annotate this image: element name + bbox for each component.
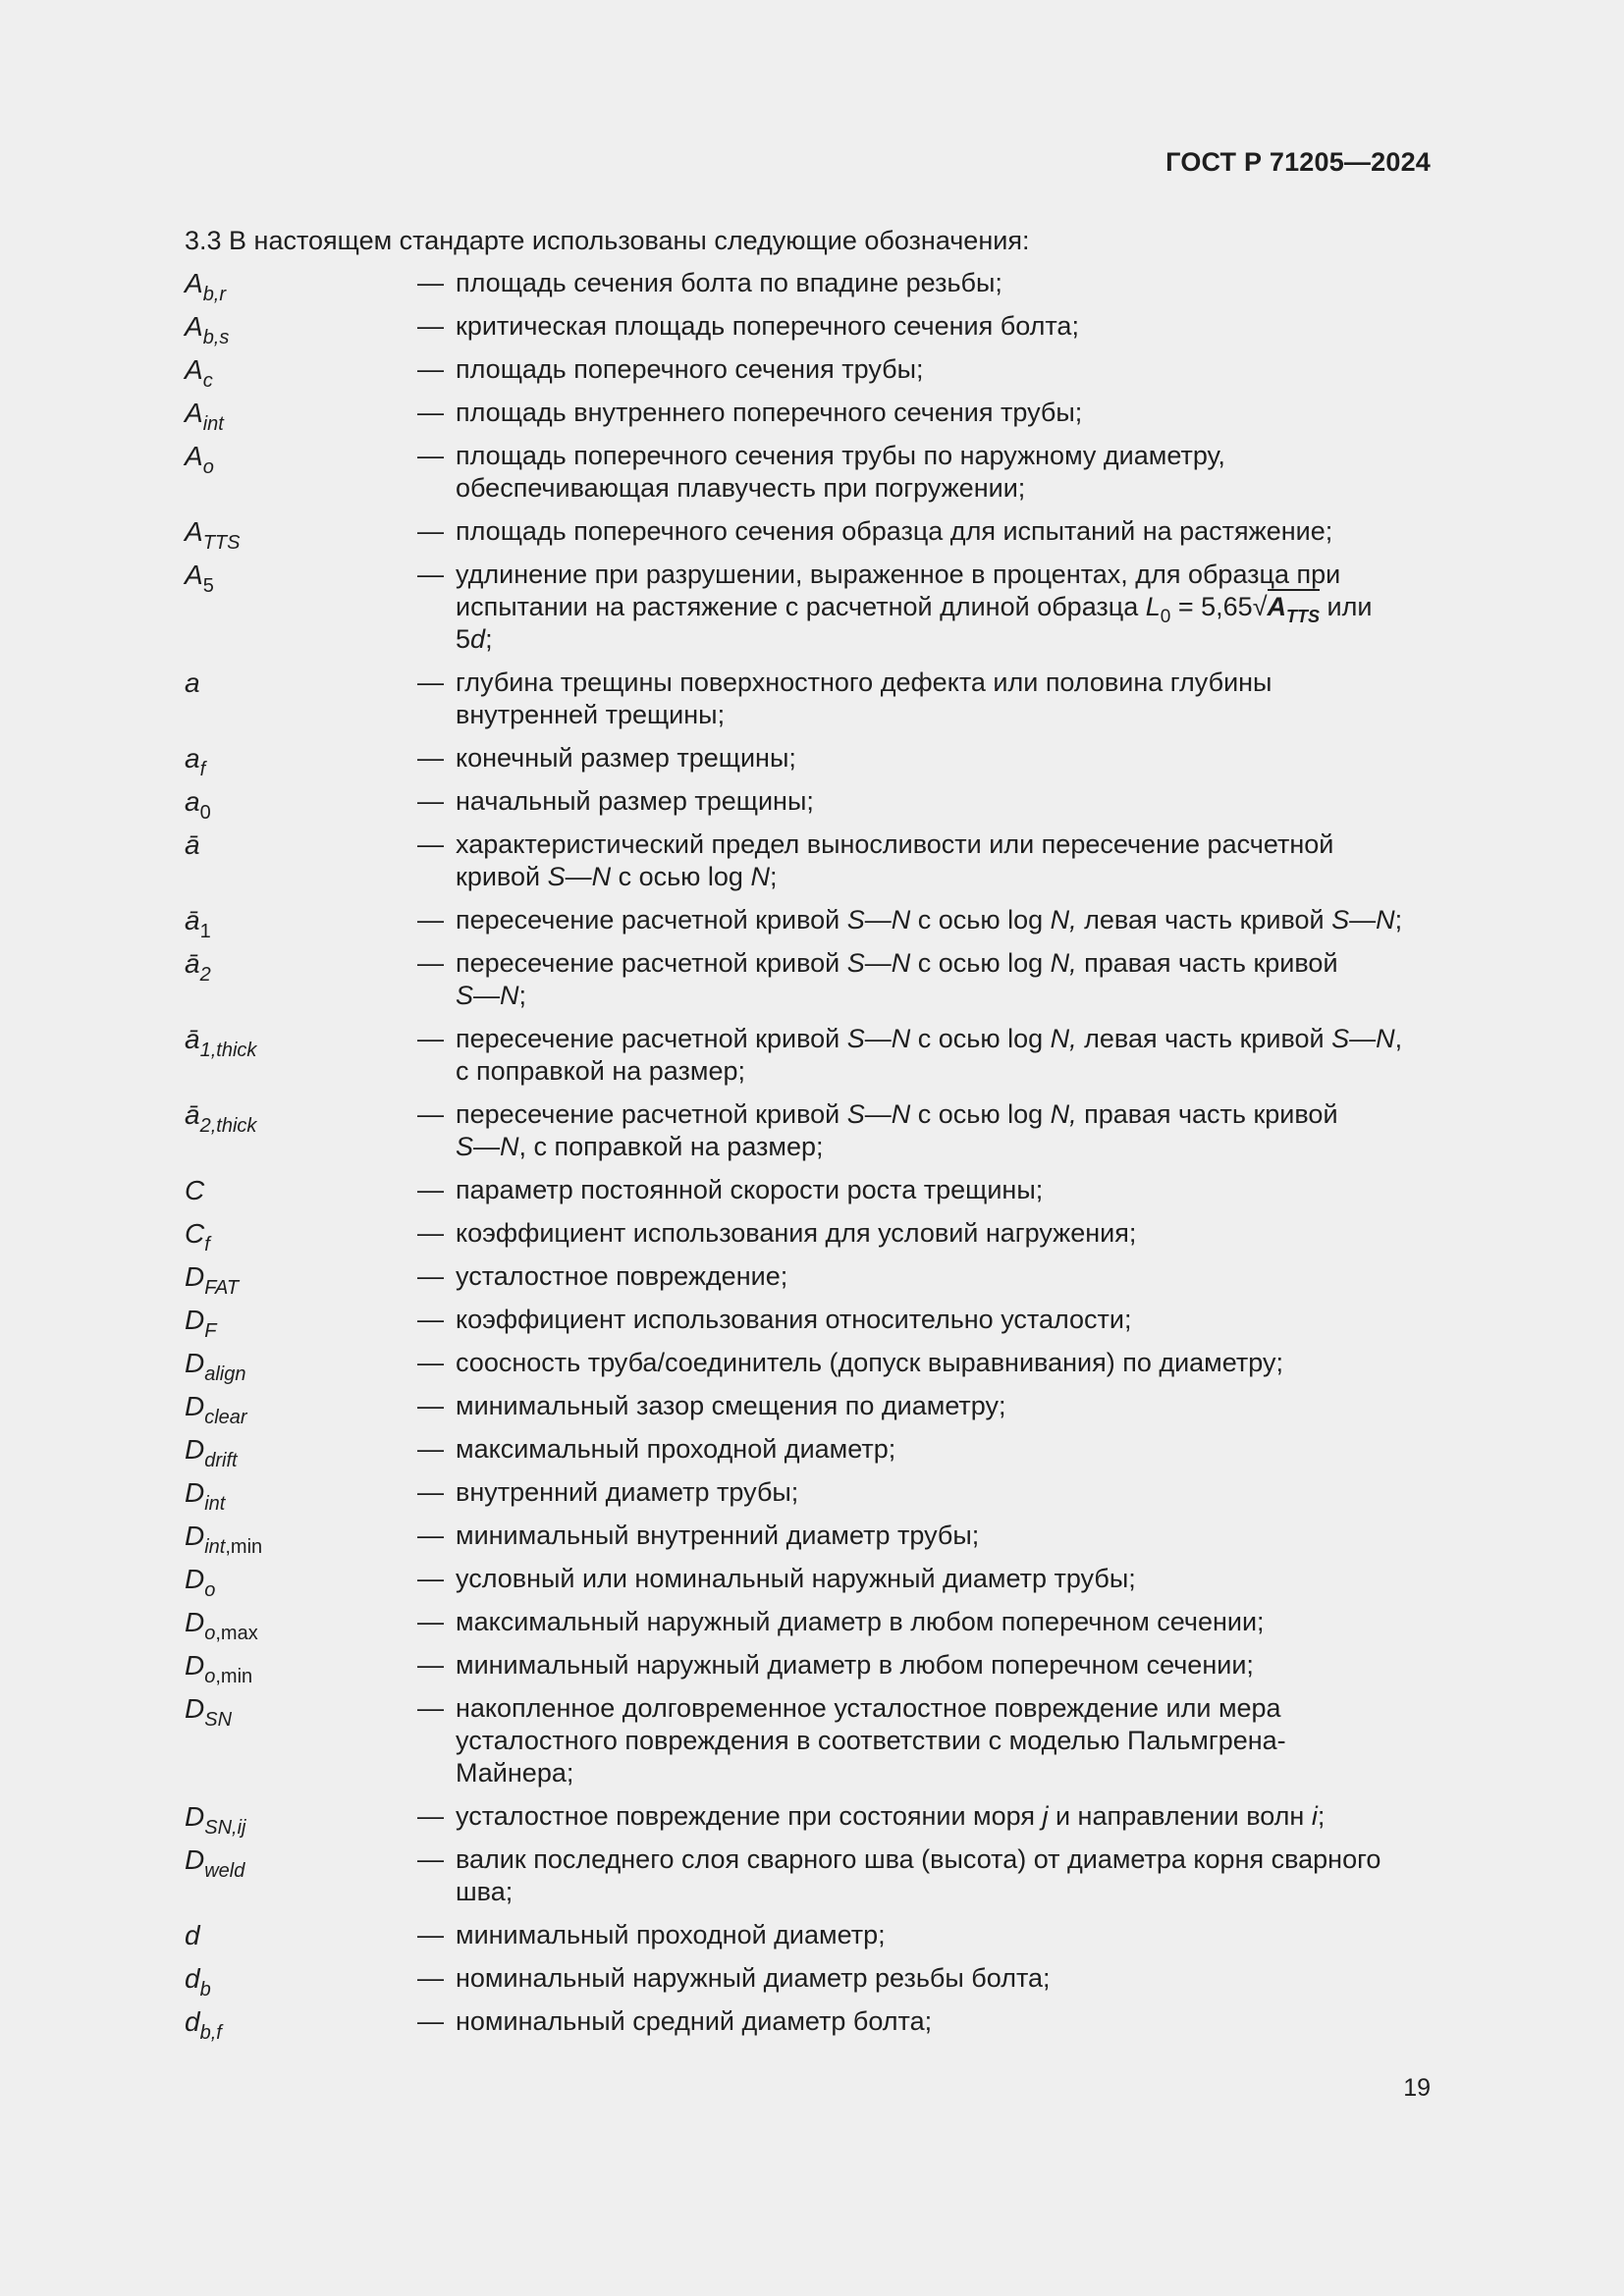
- definition-dash: —: [417, 1920, 444, 1949]
- symbol-subscript: 1: [199, 921, 211, 942]
- definition-dash: —: [417, 2006, 444, 2036]
- definition-dash: —: [417, 829, 444, 859]
- symbol-entry: [185, 1023, 1432, 1088]
- symbol-subscript: 5: [202, 575, 214, 597]
- symbol-subscript: b,r: [202, 284, 227, 305]
- symbol-entry: [185, 1800, 1432, 1839]
- definition-text: пересечение расчетной кривой S—N с осью log N, левая часть кривой S—N, с поправкой на размер;: [456, 1024, 1403, 1086]
- definition-text: площадь поперечного сечения образца для испытаний на растяжение;: [456, 516, 1333, 546]
- definition-dash: —: [417, 905, 444, 934]
- definition-text: условный или номинальный наружный диаметр трубы;: [456, 1564, 1136, 1593]
- definition-dash: —: [417, 1434, 444, 1464]
- symbol-base: D: [185, 1844, 205, 1875]
- symbol-subscript: 2: [199, 964, 211, 986]
- definition-text: минимальный наружный диаметр в любом поперечном сечении;: [456, 1650, 1254, 1680]
- symbol: [185, 1606, 417, 1644]
- definition-dash: —: [417, 667, 444, 697]
- symbol-entry: [185, 267, 1432, 305]
- definition-dash: —: [417, 1844, 444, 1874]
- symbol-base: a: [185, 667, 200, 698]
- symbol: [185, 1304, 417, 1342]
- definition-dash: —: [417, 1348, 444, 1377]
- symbol: [185, 2005, 417, 2044]
- symbol-entry: [185, 515, 1432, 554]
- symbol-subscript: FAT: [204, 1277, 240, 1299]
- definition-text: номинальный средний диаметр болта;: [456, 2006, 933, 2036]
- symbol-base: d: [185, 1920, 200, 1950]
- symbol-entry: [185, 1520, 1432, 1558]
- symbol-subscript: F: [204, 1320, 217, 1342]
- definition-dash: —: [417, 1175, 444, 1204]
- symbol: [185, 904, 417, 942]
- symbol-entry: [185, 785, 1432, 824]
- symbol: [185, 742, 417, 780]
- symbol: [185, 1433, 417, 1471]
- symbol-base: A: [185, 311, 203, 342]
- symbol-base: d: [185, 2006, 200, 2037]
- definition-dash: —: [417, 1607, 444, 1636]
- symbol-base: A: [185, 398, 203, 428]
- definition-dash: —: [417, 398, 444, 427]
- definition-text: пересечение расчетной кривой S—N с осью log N, левая часть кривой S—N;: [456, 905, 1403, 934]
- symbol-entry: [185, 397, 1432, 435]
- symbol-subscript: weld: [204, 1860, 245, 1882]
- symbol: [185, 667, 417, 731]
- symbol-base: D: [185, 1477, 205, 1508]
- definition-text: максимальный проходной диаметр;: [456, 1434, 896, 1464]
- symbol-subscript: b: [199, 1979, 211, 2001]
- definition-text: пересечение расчетной кривой S—N с осью log N, правая часть кривой S—N, с поправкой на размер;: [456, 1099, 1338, 1161]
- symbol-entry: [185, 1347, 1432, 1385]
- symbol-base: D: [185, 1650, 205, 1681]
- symbol-base: A: [185, 441, 203, 471]
- definition-text: площадь поперечного сечения трубы;: [456, 354, 924, 384]
- symbol-base: a: [185, 786, 200, 817]
- symbol-subscript: f: [204, 1234, 210, 1255]
- symbol: [185, 1800, 417, 1839]
- definition-text: минимальный проходной диаметр;: [456, 1920, 886, 1949]
- symbol-subscript: c: [202, 370, 213, 392]
- definition-text: удлинение при разрушении, выраженное в процентах, для образца при испытании на растяжение с расчетной длиной образца $L_0 = 5,65√A_{TTS}$ или 5d;: [456, 560, 1373, 654]
- symbol-entry: [185, 828, 1432, 893]
- definition-dash: —: [417, 441, 444, 470]
- symbol-entry: [185, 310, 1432, 348]
- definition-dash: —: [417, 1391, 444, 1420]
- symbol-subscript: 1,thick: [199, 1040, 257, 1061]
- definition-dash: —: [417, 1693, 444, 1723]
- symbol-subscript: 0: [199, 802, 211, 824]
- definition-dash: —: [417, 560, 444, 589]
- symbol: [185, 1217, 417, 1255]
- definition-text: площадь сечения болта по впадине резьбы;: [456, 268, 1002, 297]
- symbol-entry: [185, 1606, 1432, 1644]
- document-header: ГОСТ Р 71205—2024: [1165, 147, 1431, 177]
- symbol-base: A: [185, 268, 203, 298]
- symbol-subscript: SN,ij: [204, 1817, 246, 1839]
- definition-text: номинальный наружный диаметр резьбы болта;: [456, 1963, 1051, 1993]
- symbol: [185, 1843, 417, 1908]
- symbol: [185, 1347, 417, 1385]
- symbol-subscript: int,min: [204, 1536, 263, 1558]
- symbol-subscript: b,s: [202, 327, 230, 348]
- symbol-base: D: [185, 1607, 205, 1637]
- symbol-entry: [185, 1304, 1432, 1342]
- symbol-entry: [185, 559, 1432, 656]
- definition-dash: —: [417, 311, 444, 341]
- definition-text: валик последнего слоя сварного шва (высота) от диаметра корня сварного шва;: [456, 1844, 1381, 1906]
- symbol: [185, 1563, 417, 1601]
- definition-dash: —: [417, 1099, 444, 1129]
- definition-dash: —: [417, 1650, 444, 1680]
- definition-dash: —: [417, 786, 444, 816]
- definition-dash: —: [417, 1521, 444, 1550]
- symbol-entry: [185, 1692, 1432, 1789]
- symbol: [185, 353, 417, 392]
- symbol-entry: [185, 904, 1432, 942]
- symbol-base: ā: [185, 1099, 200, 1130]
- symbol: [185, 1174, 417, 1206]
- page-number: 19: [1403, 2074, 1431, 2102]
- symbol: [185, 1962, 417, 2001]
- definition-dash: —: [417, 743, 444, 773]
- symbol-subscript: drift: [204, 1450, 238, 1471]
- symbol: [185, 1023, 417, 1088]
- symbol-base: a: [185, 743, 200, 774]
- section-intro: 3.3 В настоящем стандарте использованы следующие обозначения:: [185, 226, 1030, 255]
- definition-dash: —: [417, 1564, 444, 1593]
- symbol-base: D: [185, 1801, 205, 1832]
- symbol-entry: [185, 742, 1432, 780]
- symbol-entry: [185, 1098, 1432, 1163]
- symbol-base: D: [185, 1305, 205, 1335]
- symbol-subscript: f: [199, 759, 206, 780]
- symbol-base: C: [185, 1218, 205, 1249]
- definition-text: коэффициент использования для условий нагружения;: [456, 1218, 1137, 1248]
- symbol-subscript: int: [204, 1493, 226, 1515]
- definition-text: площадь внутреннего поперечного сечения трубы;: [456, 398, 1083, 427]
- symbol: [185, 559, 417, 656]
- definition-dash: —: [417, 1024, 444, 1053]
- symbol: [185, 267, 417, 305]
- symbol-subscript: SN: [204, 1709, 233, 1731]
- symbol-subscript: align: [204, 1363, 246, 1385]
- symbol-base: ā: [185, 905, 200, 935]
- definition-dash: —: [417, 1261, 444, 1291]
- definition-text: накопленное долговременное усталостное повреждение или мера усталостного повреждения в соответствии с моделью Пальмгрена- Майнера;: [456, 1693, 1286, 1788]
- definition-text: минимальный зазор смещения по диаметру;: [456, 1391, 1006, 1420]
- symbol-base: A: [185, 560, 203, 590]
- symbol: [185, 947, 417, 1012]
- symbol: [185, 1260, 417, 1299]
- symbol: [185, 1692, 417, 1789]
- symbol-entry: [185, 947, 1432, 1012]
- symbol-subscript: 2,thick: [199, 1115, 257, 1137]
- symbol-base: d: [185, 1963, 200, 1994]
- symbol: [185, 1098, 417, 1163]
- symbol-entry: [185, 1919, 1432, 1951]
- symbol: [185, 1520, 417, 1558]
- definition-text: конечный размер трещины;: [456, 743, 796, 773]
- definition-text: соосность труба/соединитель (допуск выравнивания) по диаметру;: [456, 1348, 1283, 1377]
- definition-dash: —: [417, 516, 444, 546]
- symbol-base: D: [185, 1434, 205, 1465]
- symbol: [185, 310, 417, 348]
- symbol-entry: [185, 1962, 1432, 2001]
- definition-dash: —: [417, 354, 444, 384]
- definition-dash: —: [417, 1477, 444, 1507]
- symbol-subscript: b,f: [199, 2022, 222, 2044]
- symbol-entry: [185, 1260, 1432, 1299]
- symbol: [185, 785, 417, 824]
- symbol-entry: [185, 1217, 1432, 1255]
- symbol-base: A: [185, 354, 203, 385]
- symbol: [185, 828, 417, 893]
- symbol-list: [185, 267, 1432, 2044]
- definition-dash: —: [417, 948, 444, 978]
- symbol-entry: [185, 353, 1432, 392]
- symbol-base: ā: [185, 1024, 200, 1054]
- definition-text: внутренний диаметр трубы;: [456, 1477, 799, 1507]
- definition-text: характеристический предел выносливости или пересечение расчетной кривой S—N с осью log N;: [456, 829, 1334, 891]
- symbol: [185, 1919, 417, 1951]
- definition-text: усталостное повреждение при состоянии моря j и направлении волн i;: [456, 1801, 1326, 1831]
- definition-text: глубина трещины поверхностного дефекта или половина глубины внутренней трещины;: [456, 667, 1272, 729]
- symbol-entry: [185, 1843, 1432, 1908]
- symbol-subscript: int: [202, 413, 224, 435]
- definition-dash: —: [417, 268, 444, 297]
- definition-text: параметр постоянной скорости роста трещины;: [456, 1175, 1044, 1204]
- definition-text: начальный размер трещины;: [456, 786, 814, 816]
- symbol-entry: [185, 2005, 1432, 2044]
- symbol-base: D: [185, 1564, 205, 1594]
- symbol-base: C: [185, 1175, 205, 1205]
- symbol-entry: [185, 1433, 1432, 1471]
- definition-text: усталостное повреждение;: [456, 1261, 788, 1291]
- definition-text: коэффициент использования относительно усталости;: [456, 1305, 1132, 1334]
- symbol-entry: [185, 1649, 1432, 1687]
- symbol: [185, 1649, 417, 1687]
- symbol-subscript: o,min: [204, 1666, 253, 1687]
- symbol-base: D: [185, 1348, 205, 1378]
- symbol: [185, 397, 417, 435]
- symbol-subscript: TTS: [202, 532, 241, 554]
- symbol-base: D: [185, 1693, 205, 1724]
- symbol-subscript: o: [202, 456, 214, 478]
- definition-dash: —: [417, 1963, 444, 1993]
- symbol-subscript: o: [204, 1579, 216, 1601]
- symbol: [185, 515, 417, 554]
- symbol-entry: [185, 1476, 1432, 1515]
- symbol-base: ā: [185, 948, 200, 979]
- symbol: [185, 1390, 417, 1428]
- definition-text: критическая площадь поперечного сечения болта;: [456, 311, 1079, 341]
- definition-text: максимальный наружный диаметр в любом поперечном сечении;: [456, 1607, 1265, 1636]
- symbol-entry: [185, 440, 1432, 505]
- symbol-entry: [185, 667, 1432, 731]
- symbol: [185, 1476, 417, 1515]
- symbol-base: D: [185, 1521, 205, 1551]
- symbol-base: D: [185, 1391, 205, 1421]
- symbol-base: A: [185, 516, 203, 547]
- definition-dash: —: [417, 1218, 444, 1248]
- symbol-base: ā: [185, 829, 200, 860]
- symbol-entry: [185, 1563, 1432, 1601]
- symbol-subscript: o,max: [204, 1623, 258, 1644]
- definition-text: площадь поперечного сечения трубы по наружному диаметру, обеспечивающая плавучесть при погружении;: [456, 441, 1225, 503]
- symbol-subscript: clear: [204, 1407, 247, 1428]
- definition-text: пересечение расчетной кривой S—N с осью log N, правая часть кривой S—N;: [456, 948, 1338, 1010]
- symbol-entry: [185, 1390, 1432, 1428]
- symbol-entry: [185, 1174, 1432, 1206]
- definition-text: минимальный внутренний диаметр трубы;: [456, 1521, 980, 1550]
- definition-dash: —: [417, 1305, 444, 1334]
- symbol-base: D: [185, 1261, 205, 1292]
- definition-dash: —: [417, 1801, 444, 1831]
- symbol: [185, 440, 417, 505]
